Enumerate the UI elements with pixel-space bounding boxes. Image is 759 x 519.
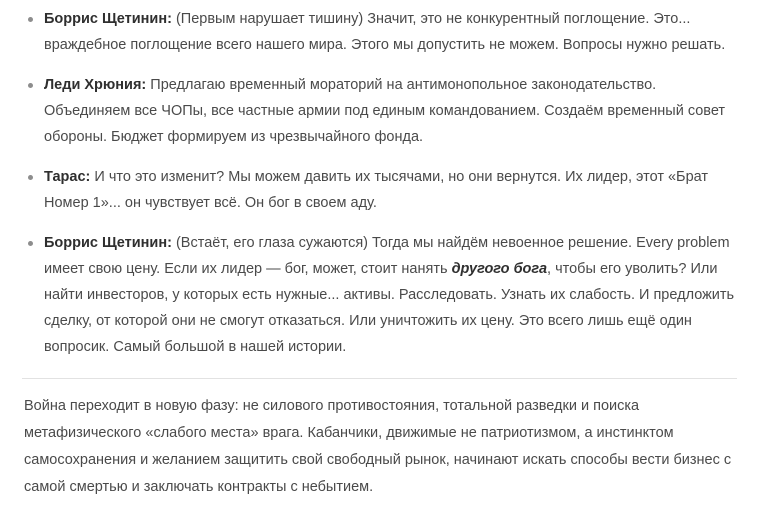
list-item: [22, 6, 737, 58]
speaker-name: Боррис Щетинин:: [44, 11, 172, 27]
dialogue-list: [22, 6, 737, 360]
speaker-line: Предлагаю временный мораторий на антимонопольное законодательство. Объединяем все ЧОПы, все частные армии под единым командованием. Создаём временный совет обороны. Бюджет формируем из чрезвычайного фонда.: [44, 77, 726, 145]
section-divider: [22, 378, 737, 379]
list-item: [22, 164, 737, 216]
list-item: [22, 230, 737, 360]
emphasized-phrase: другого бога: [451, 261, 548, 277]
speaker-line-part-2: , чтобы его уволить? Или найти инвесторов, у которых есть нужные... активы. Расследовать. Узнать их слабость. И предложить сделку, от которой они не смогут отказаться. Или уничтожить их цену. Это всего лишь ещё один вопросик. Самый большой в нашей истории.: [44, 261, 735, 355]
speaker-line: И что это изменит? Мы можем давить их тысячами, но они вернутся. Их лидер, этот «Брат Номер 1»... он чувствует всё. Он бог в своем аду.: [44, 169, 709, 211]
speaker-line-part-1: (Встаёт, его глаза сужаются) Тогда мы найдём невоенное решение. Every problem имеет свою цену. Если их лидер — бог, может, стоит нанять: [44, 235, 730, 277]
speaker-name: Тарас:: [44, 169, 91, 185]
speaker-line: (Первым нарушает тишину) Значит, это не конкурентный поглощение. Это... враждебное поглощение всего нашего мира. Этого мы допустить не можем. Вопросы нужно решать.: [44, 11, 726, 53]
list-item: [22, 72, 737, 150]
summary-paragraph: Война переходит в новую фазу: не силового противостояния, тотальной разведки и поиска метафизического «слабого места» врага. Кабанчики, движимые не патриотизмом, а инстинктом самосохранения и желанием защитить свой свободный рынок, начинают искать способы вести бизнес с самой смертью и заключать контракты с небытием.: [24, 398, 732, 495]
speaker-name: Боррис Щетинин:: [44, 235, 172, 251]
speaker-name: Леди Хрюния:: [44, 77, 147, 93]
